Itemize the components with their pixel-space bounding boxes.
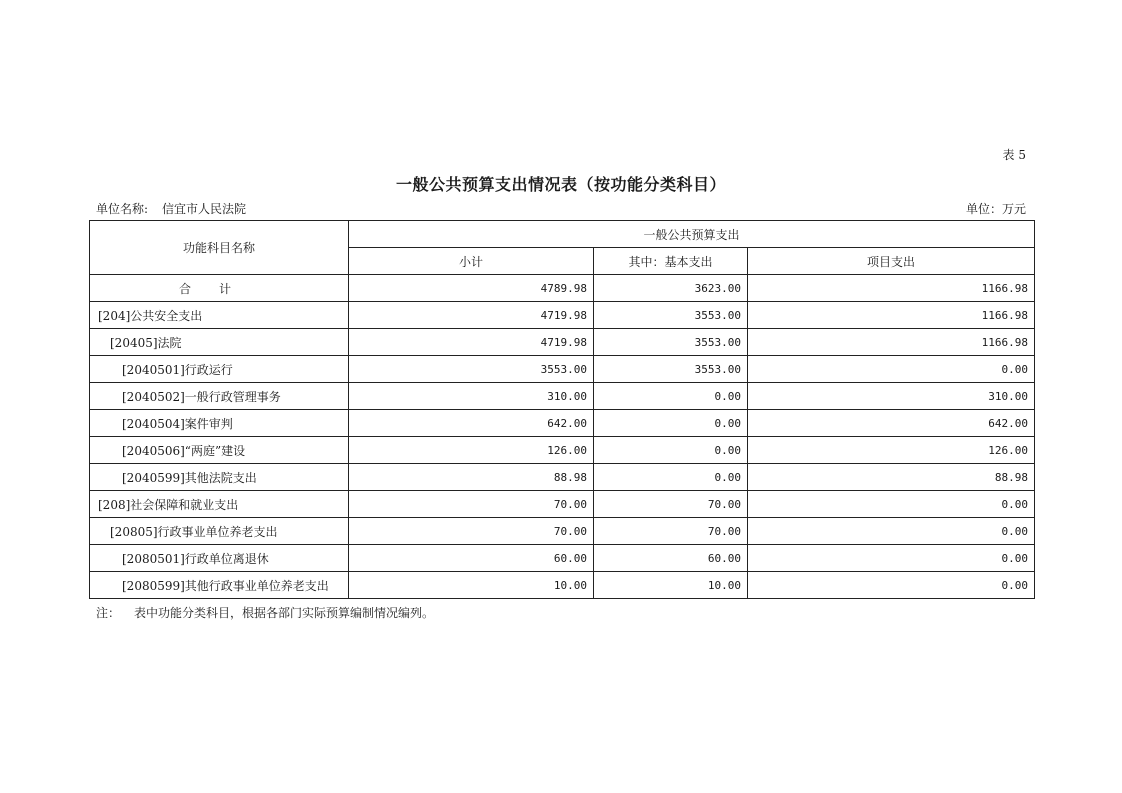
budget-table xyxy=(89,220,1035,599)
note-text: 表中功能分类科目，根据各部门实际预算编制情况编列。 xyxy=(134,606,435,620)
table-number: 表 5 xyxy=(1002,148,1026,162)
table-row xyxy=(90,518,1035,545)
row-subtotal: 4719.98 xyxy=(349,329,594,356)
page-title: 一般公共预算支出情况表（按功能分类科目） xyxy=(395,175,726,194)
row-subtotal: 3553.00 xyxy=(349,356,594,383)
table-row xyxy=(90,464,1035,491)
table-row xyxy=(90,302,1035,329)
row-name: [2080599]其他行政事业单位养老支出 xyxy=(90,572,349,599)
row-project: 0.00 xyxy=(748,356,1035,383)
row-name: [2080501]行政单位离退休 xyxy=(90,545,349,572)
row-name: [20405]法院 xyxy=(90,329,349,356)
row-name: [204]公共安全支出 xyxy=(90,302,349,329)
row-basic: 3623.00 xyxy=(594,275,748,302)
row-subtotal: 4789.98 xyxy=(349,275,594,302)
table-row-total xyxy=(90,275,1035,302)
row-subtotal: 88.98 xyxy=(349,464,594,491)
header-project: 项目支出 xyxy=(748,248,1035,275)
row-basic: 3553.00 xyxy=(594,329,748,356)
row-basic: 10.00 xyxy=(594,572,748,599)
row-subtotal: 642.00 xyxy=(349,410,594,437)
row-project: 0.00 xyxy=(748,572,1035,599)
row-name: [2040599]其他法院支出 xyxy=(90,464,349,491)
row-name: [2040501]行政运行 xyxy=(90,356,349,383)
row-subtotal: 70.00 xyxy=(349,518,594,545)
header-subtotal: 小计 xyxy=(349,248,594,275)
table-row xyxy=(90,410,1035,437)
table-row xyxy=(90,329,1035,356)
row-basic: 3553.00 xyxy=(594,302,748,329)
row-basic: 0.00 xyxy=(594,410,748,437)
header-group: 一般公共预算支出 xyxy=(349,221,1035,248)
row-basic: 60.00 xyxy=(594,545,748,572)
row-project: 0.00 xyxy=(748,491,1035,518)
table-row xyxy=(90,491,1035,518)
table-row xyxy=(90,545,1035,572)
row-project: 126.00 xyxy=(748,437,1035,464)
table-row xyxy=(90,383,1035,410)
unit-label: 单位名称: xyxy=(96,202,149,216)
table-row xyxy=(90,437,1035,464)
row-project: 88.98 xyxy=(748,464,1035,491)
row-project: 1166.98 xyxy=(748,275,1035,302)
note-label: 注： xyxy=(96,606,121,620)
row-name: [2040502]一般行政管理事务 xyxy=(90,383,349,410)
row-subtotal: 4719.98 xyxy=(349,302,594,329)
footnote xyxy=(96,604,434,621)
row-subtotal: 60.00 xyxy=(349,545,594,572)
unit-value: 信宜市人民法院 xyxy=(162,202,247,216)
currency-unit: 单位：万元 xyxy=(965,202,1026,216)
row-subtotal: 126.00 xyxy=(349,437,594,464)
row-name: [20805]行政事业单位养老支出 xyxy=(90,518,349,545)
header-basic: 其中：基本支出 xyxy=(594,248,748,275)
row-project: 1166.98 xyxy=(748,329,1035,356)
row-project: 0.00 xyxy=(748,545,1035,572)
header-row-1 xyxy=(90,221,1035,248)
row-basic: 0.00 xyxy=(594,464,748,491)
row-name: [208]社会保障和就业支出 xyxy=(90,491,349,518)
row-basic: 70.00 xyxy=(594,491,748,518)
row-subtotal: 10.00 xyxy=(349,572,594,599)
row-basic: 0.00 xyxy=(594,383,748,410)
row-name: 合计 xyxy=(90,275,349,302)
unit-name-line xyxy=(96,200,246,217)
row-name: [2040504]案件审判 xyxy=(90,410,349,437)
row-subtotal: 70.00 xyxy=(349,491,594,518)
table-row xyxy=(90,356,1035,383)
header-name: 功能科目名称 xyxy=(90,221,349,275)
row-basic: 0.00 xyxy=(594,437,748,464)
row-project: 0.00 xyxy=(748,518,1035,545)
row-name: [2040506]“两庭”建设 xyxy=(90,437,349,464)
row-basic: 3553.00 xyxy=(594,356,748,383)
row-project: 1166.98 xyxy=(748,302,1035,329)
row-project: 310.00 xyxy=(748,383,1035,410)
row-basic: 70.00 xyxy=(594,518,748,545)
row-subtotal: 310.00 xyxy=(349,383,594,410)
table-row xyxy=(90,572,1035,599)
row-project: 642.00 xyxy=(748,410,1035,437)
